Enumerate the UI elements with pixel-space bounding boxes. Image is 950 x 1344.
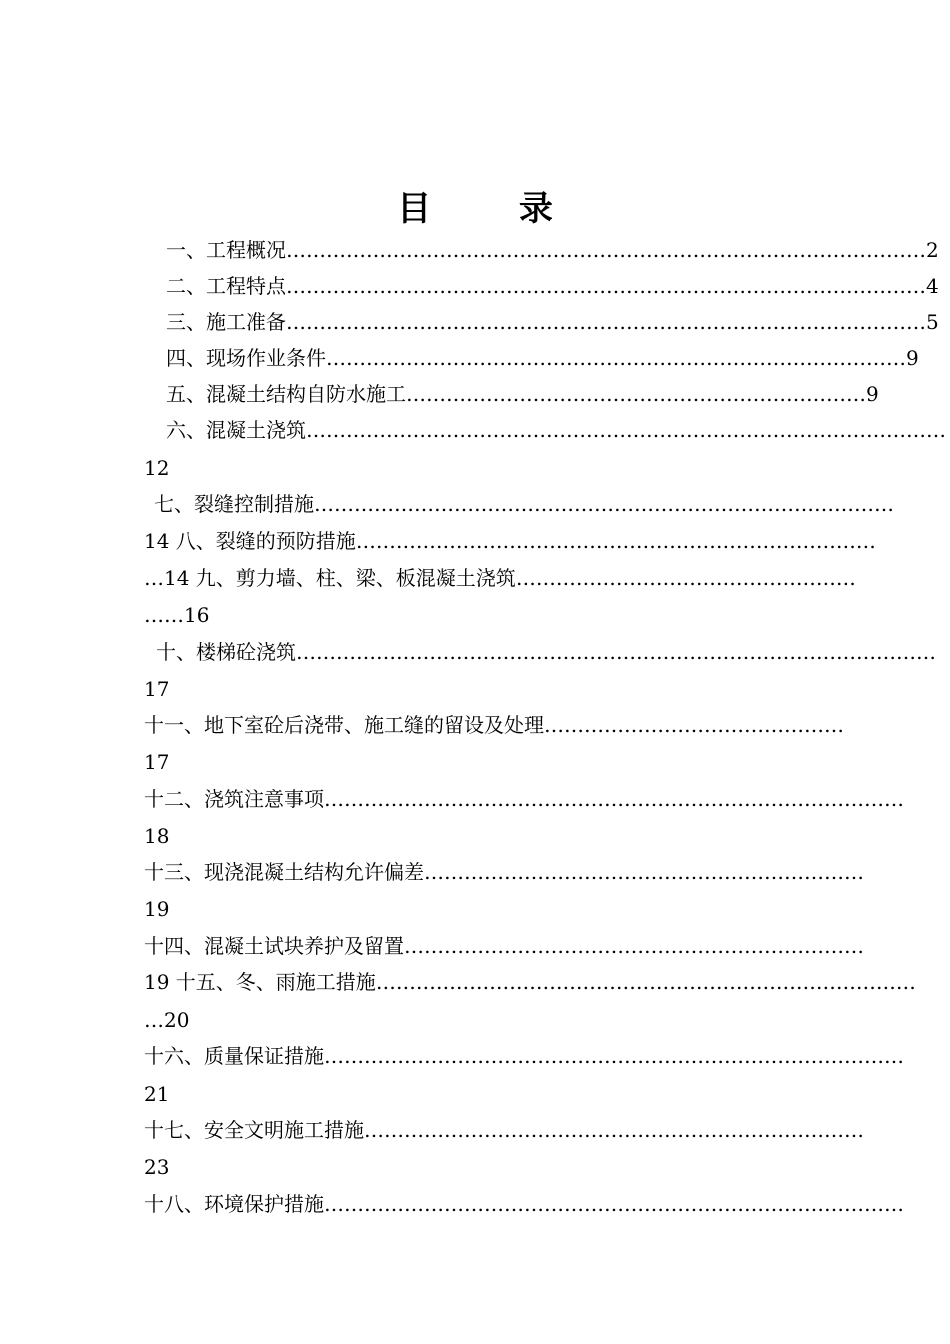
toc-leader: ……………………………………………………………………………	[324, 787, 904, 811]
toc-line-text: 三、施工准备	[166, 310, 286, 334]
toc-leader: ………………………………………	[544, 713, 844, 737]
toc-line	[144, 711, 844, 741]
toc-line: 23	[144, 1155, 170, 1179]
toc-leader: ……………………………………………………………………………	[314, 492, 894, 516]
toc-line: 17	[144, 750, 170, 774]
toc-line	[144, 564, 856, 594]
toc-leader: ……………………………………………………………	[404, 934, 864, 958]
toc-line	[144, 932, 864, 962]
toc-line: ……16	[144, 603, 210, 627]
toc-line-text: 十四、混凝土试块养护及留置	[144, 934, 404, 958]
toc-line	[144, 1190, 904, 1220]
toc-leader: ………………………………………………………………………	[375, 970, 916, 994]
toc-line: 19	[144, 897, 170, 921]
toc-line	[166, 236, 939, 266]
toc-line-text: 一、工程概况	[166, 238, 286, 262]
toc-line-text: 十一、地下室砼后浇带、施工缝的留设及处理	[144, 713, 544, 737]
toc-line-text: 十、楼梯砼浇筑	[156, 640, 296, 664]
toc-line	[144, 858, 864, 888]
toc-line: 18	[144, 824, 170, 848]
toc-line	[166, 272, 939, 302]
toc-line-text: 十六、质量保证措施	[144, 1044, 324, 1068]
toc-line	[144, 1116, 864, 1146]
toc-line	[166, 380, 879, 410]
toc-line	[144, 785, 904, 815]
toc-line	[144, 527, 876, 557]
toc-line-text: 七、裂缝控制措施	[154, 492, 314, 516]
toc-leader: ……………………………………………………………………………	[326, 346, 906, 370]
toc-line-text: 十八、环境保护措施	[144, 1192, 324, 1216]
toc-leader: ……………………………………………………………	[406, 382, 866, 406]
toc-page-number: 4	[926, 274, 939, 298]
toc-page-number: 5	[926, 310, 939, 334]
toc-line-text: 六、混凝土浇筑	[166, 418, 306, 442]
toc-line-text: 五、混凝土结构自防水施工	[166, 382, 406, 406]
toc-leader: ……………………………………………………………………………………	[286, 274, 926, 298]
toc-line: 21	[144, 1082, 170, 1106]
toc-leader: ……………………………………………………………………	[355, 529, 876, 553]
toc-leader: ……………………………………………………………………………………	[286, 238, 926, 262]
toc-page-number: 9	[906, 346, 919, 370]
toc-leader: ……………………………………………	[515, 566, 856, 590]
toc-line: …20	[144, 1008, 190, 1032]
toc-leader: ……………………………………………………………………………………	[306, 418, 946, 442]
toc-line	[166, 344, 919, 374]
toc-leader: …………………………………………………………………	[364, 1118, 864, 1142]
toc-line-text: 14 八、裂缝的预防措施	[144, 529, 356, 553]
toc-leader: ……………………………………………………………………………	[324, 1192, 904, 1216]
toc-leader: ……………………………………………………………………………………	[296, 640, 936, 664]
toc-leader: …………………………………………………………	[424, 860, 864, 884]
toc-page-number: 9	[866, 382, 879, 406]
toc-line	[144, 1042, 904, 1072]
toc-line-text: 二、工程特点	[166, 274, 286, 298]
toc-line	[154, 490, 894, 520]
toc-line	[166, 308, 939, 338]
toc-line-text: 19 十五、冬、雨施工措施	[144, 970, 376, 994]
toc-line	[166, 416, 946, 446]
toc-line-text: 十三、现浇混凝土结构允许偏差	[144, 860, 424, 884]
toc-line: 17	[144, 677, 170, 701]
toc-line-text: 十二、浇筑注意事项	[144, 787, 324, 811]
toc-line	[156, 638, 936, 668]
toc-leader: ……………………………………………………………………………………	[286, 310, 926, 334]
toc-line-text: 十七、安全文明施工措施	[144, 1118, 364, 1142]
toc-line-text: …14 九、剪力墙、柱、梁、板混凝土浇筑	[144, 566, 516, 590]
toc-leader: ……………………………………………………………………………	[324, 1044, 904, 1068]
toc-line-text: 四、现场作业条件	[166, 346, 326, 370]
toc-title: 目 录	[397, 189, 591, 229]
toc-line	[144, 968, 916, 998]
toc-page-number: 2	[926, 238, 939, 262]
toc-line: 12	[144, 456, 170, 480]
